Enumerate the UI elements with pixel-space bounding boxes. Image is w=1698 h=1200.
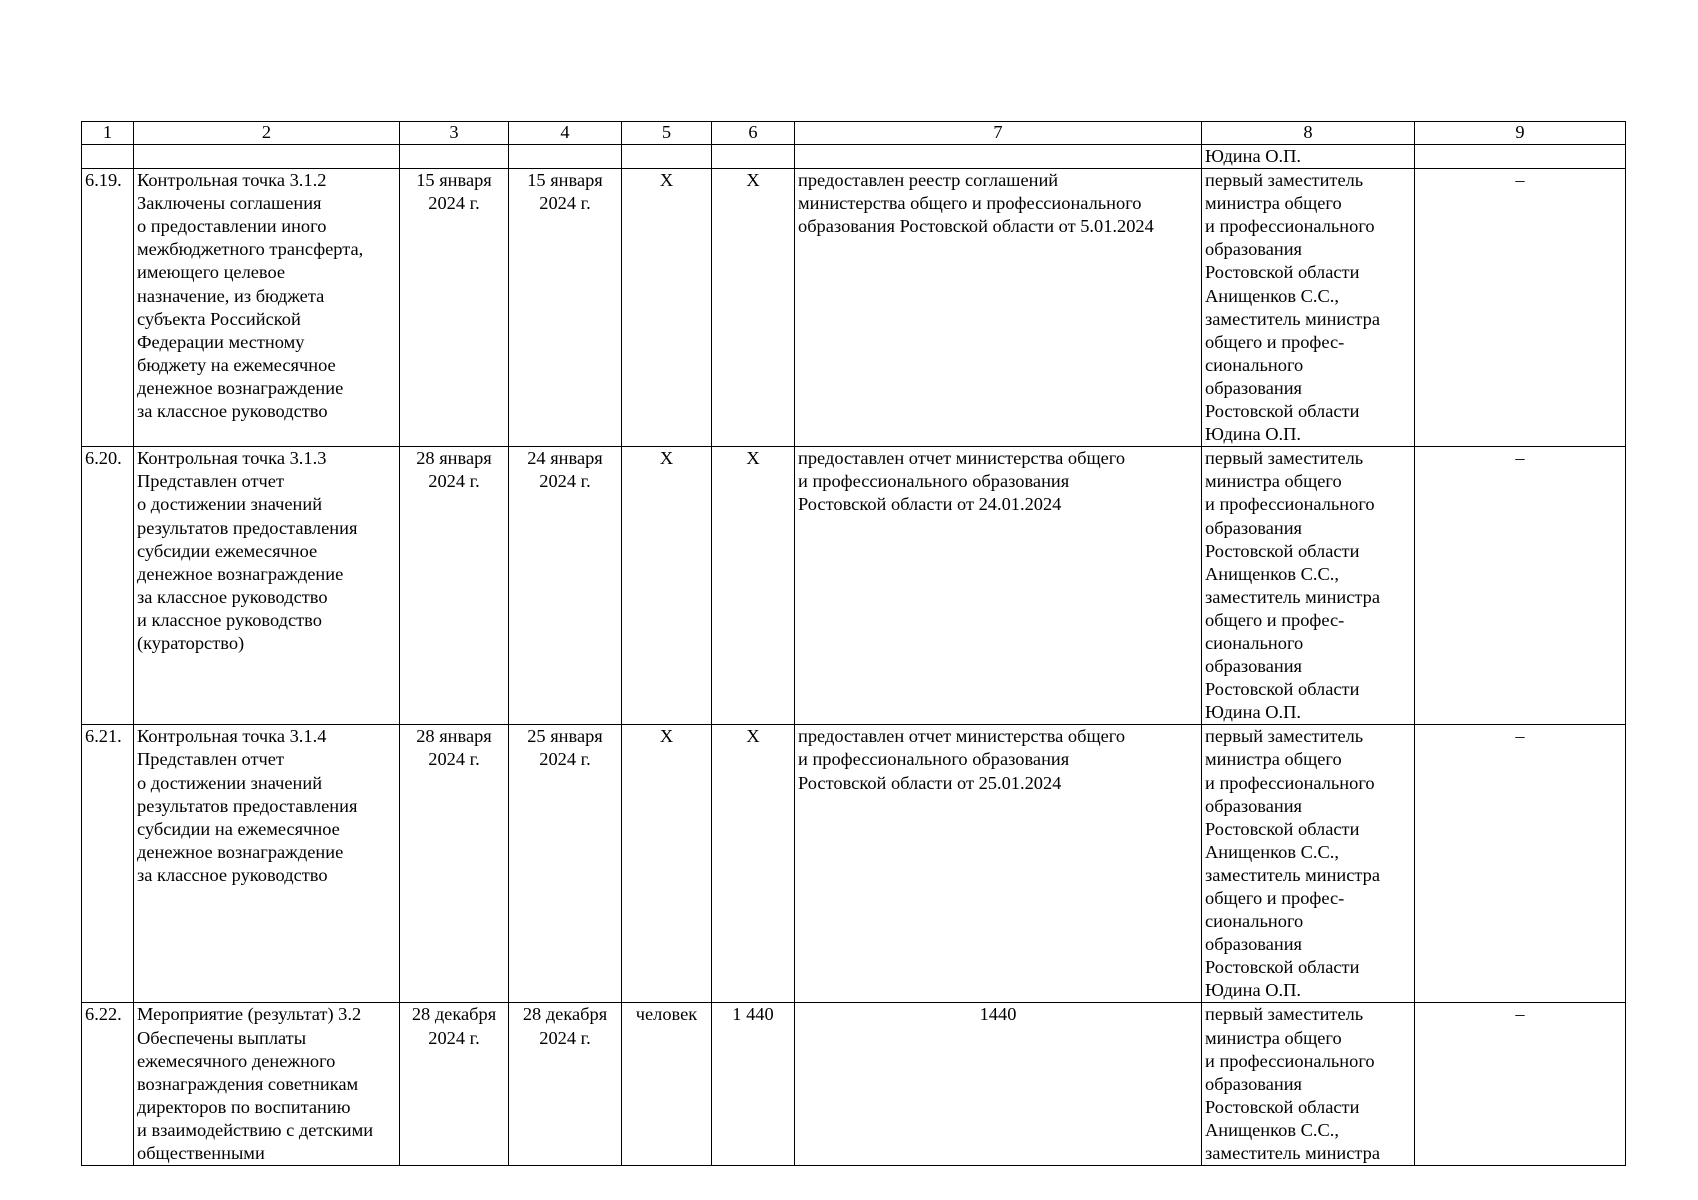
text-line: и профессионального образования <box>798 749 1070 770</box>
header-cell: 4 <box>509 122 622 145</box>
text-line: и профессионального <box>1205 494 1375 515</box>
column-number-row <box>82 122 1626 145</box>
text-line: о достижении значений <box>137 494 323 515</box>
text-line: о достижении значений <box>137 772 323 793</box>
text-line: Представлен отчет <box>137 749 284 770</box>
text-line: первый заместитель <box>1205 1004 1364 1025</box>
text-line: результатов предоставления <box>137 517 358 538</box>
text-line: субсидии на ежемесячное <box>137 818 340 839</box>
text-line: ежемесячного денежного <box>137 1050 336 1071</box>
text-line: министра общего <box>1205 749 1342 770</box>
text-line: Мероприятие (результат) 3.2 <box>137 1004 362 1025</box>
text-line: образования <box>1205 795 1303 816</box>
text-line: общего и профес- <box>1205 331 1345 352</box>
unit-cell: X <box>622 447 712 725</box>
value-cell: X <box>712 725 795 1003</box>
unit-cell: X <box>622 725 712 1003</box>
text-line: 1440 <box>979 1004 1017 1025</box>
text-line: 28 января <box>416 448 492 469</box>
responsible-cell: Юдина О.П. <box>1202 145 1415 169</box>
text-line: и классное руководство <box>137 609 322 630</box>
text-line: заместитель министра <box>1205 586 1381 607</box>
text-line: Ростовской области <box>1205 957 1360 978</box>
text-line: образования <box>1205 656 1303 677</box>
row-number-cell: 6.21. <box>82 725 134 1003</box>
document-page <box>81 121 1626 1166</box>
text-line: образования Ростовской области от 5.01.2024 <box>798 216 1154 237</box>
text-line: Анищенков С.С., <box>1205 563 1339 584</box>
text-line: Ростовской области <box>1205 262 1360 283</box>
item-name-cell <box>134 1003 400 1166</box>
dash-cell: – <box>1415 725 1626 1003</box>
text-line: 28 декабря <box>411 1004 497 1025</box>
text-line: 28 января <box>416 726 492 747</box>
item-name-cell <box>134 725 400 1003</box>
header-cell: 1 <box>82 122 134 145</box>
text-line: и профессионального <box>1205 1050 1375 1071</box>
fact-date-cell <box>509 725 622 1003</box>
table-row <box>82 447 1626 725</box>
control-points-table <box>81 121 1626 1166</box>
text-line: 28 декабря <box>522 1004 608 1025</box>
item-name-cell <box>134 447 400 725</box>
text-line: первый заместитель <box>1205 448 1364 469</box>
text-line: сионального <box>1205 354 1304 375</box>
responsible-cell <box>1202 725 1415 1003</box>
text-line: директоров по воспитанию <box>137 1096 351 1117</box>
text-line: первый заместитель <box>1205 170 1364 191</box>
header-cell: 3 <box>400 122 509 145</box>
text-line: Ростовской области <box>1205 679 1360 700</box>
row-number-cell: 6.22. <box>82 1003 134 1166</box>
value-cell: 1 440 <box>712 1003 795 1166</box>
text-line: Анищенков С.С., <box>1205 1119 1339 1140</box>
text-line: заместитель министра <box>1205 864 1381 885</box>
text-line: 15 января <box>416 170 492 191</box>
text-line: 2024 г. <box>539 193 591 214</box>
header-cell: 2 <box>134 122 400 145</box>
item-name-cell <box>134 169 400 447</box>
text-line: общественными <box>137 1143 265 1164</box>
dash-cell: – <box>1415 447 1626 725</box>
table-cell <box>622 145 712 169</box>
text-line: Контрольная точка 3.1.2 <box>137 170 327 191</box>
text-line: межбюджетного трансферта, <box>137 239 364 260</box>
plan-date-cell <box>400 1003 509 1166</box>
continuation-row <box>82 145 1626 169</box>
text-line: и профессионального <box>1205 216 1375 237</box>
text-line: Контрольная точка 3.1.4 <box>137 726 327 747</box>
responsible-cell <box>1202 447 1415 725</box>
text-line: Ростовской области от 25.01.2024 <box>798 772 1062 793</box>
table-cell <box>1415 145 1626 169</box>
result-cell <box>795 169 1202 447</box>
text-line: 2024 г. <box>428 471 480 492</box>
text-line: предоставлен отчет министерства общего <box>798 726 1126 747</box>
text-line: Анищенков С.С., <box>1205 841 1339 862</box>
text-line: денежное вознаграждение <box>137 563 344 584</box>
text-line: заместитель министра <box>1205 1143 1381 1164</box>
result-cell <box>795 725 1202 1003</box>
text-line: министра общего <box>1205 193 1342 214</box>
header-cell: 5 <box>622 122 712 145</box>
text-line: 2024 г. <box>428 193 480 214</box>
unit-cell: X <box>622 169 712 447</box>
text-line: министра общего <box>1205 471 1342 492</box>
table-row <box>82 725 1626 1003</box>
result-cell <box>795 1003 1202 1166</box>
text-line: образования <box>1205 517 1303 538</box>
text-line: образования <box>1205 239 1303 260</box>
result-cell <box>795 447 1202 725</box>
value-cell: X <box>712 169 795 447</box>
text-line: назначение, из бюджета <box>137 285 325 306</box>
responsible-cell <box>1202 1003 1415 1166</box>
text-line: 2024 г. <box>539 1027 591 1048</box>
text-line: Ростовской области <box>1205 401 1360 422</box>
text-line: Юдина О.П. <box>1205 702 1302 723</box>
text-line: Ростовской области <box>1205 818 1360 839</box>
text-line: вознаграждения советникам <box>137 1073 359 1094</box>
text-line: образования <box>1205 377 1303 398</box>
text-line: Анищенков С.С., <box>1205 285 1339 306</box>
text-line: заместитель министра <box>1205 308 1381 329</box>
table-cell <box>712 145 795 169</box>
text-line: Юдина О.П. <box>1205 980 1302 1001</box>
text-line: денежное вознаграждение <box>137 841 344 862</box>
text-line: 2024 г. <box>428 749 480 770</box>
text-line: Контрольная точка 3.1.3 <box>137 448 327 469</box>
text-line: Обеспечены выплаты <box>137 1027 307 1048</box>
text-line: денежное вознаграждение <box>137 377 344 398</box>
table-cell <box>509 145 622 169</box>
text-line: 2024 г. <box>428 1027 480 1048</box>
text-line: о предоставлении иного <box>137 216 327 237</box>
row-number-cell: 6.20. <box>82 447 134 725</box>
text-line: Ростовской области <box>1205 540 1360 561</box>
text-line: предоставлен отчет министерства общего <box>798 448 1126 469</box>
fact-date-cell <box>509 1003 622 1166</box>
text-line: за классное руководство <box>137 864 328 885</box>
header-cell: 8 <box>1202 122 1415 145</box>
text-line: бюджету на ежемесячное <box>137 354 336 375</box>
text-line: общего и профес- <box>1205 609 1345 630</box>
text-line: субъекта Российской <box>137 308 301 329</box>
table-cell <box>134 145 400 169</box>
text-line: Заключены соглашения <box>137 193 322 214</box>
text-line: и профессионального <box>1205 772 1375 793</box>
unit-cell: человек <box>622 1003 712 1166</box>
table-cell <box>82 145 134 169</box>
text-line: общего и профес- <box>1205 888 1345 908</box>
text-line: (кураторство) <box>137 632 245 653</box>
value-cell: X <box>712 447 795 725</box>
text-line: сионального <box>1205 632 1304 653</box>
text-line: Ростовской области от 24.01.2024 <box>798 494 1062 515</box>
table-cell <box>795 145 1202 169</box>
text-line: предоставлен реестр соглашений <box>798 170 1059 191</box>
text-line: образования <box>1205 1073 1303 1094</box>
dash-cell: – <box>1415 1003 1626 1166</box>
fact-date-cell <box>509 169 622 447</box>
text-line: Представлен отчет <box>137 471 284 492</box>
text-line: министерства общего и профессионального <box>798 193 1142 214</box>
text-line: Ростовской области <box>1205 1096 1360 1117</box>
text-line: министра общего <box>1205 1027 1342 1048</box>
plan-date-cell <box>400 447 509 725</box>
text-line: 2024 г. <box>539 471 591 492</box>
text-line: 15 января <box>527 170 603 191</box>
responsible-cell <box>1202 169 1415 447</box>
plan-date-cell <box>400 169 509 447</box>
table-cell <box>400 145 509 169</box>
text-line: образования <box>1205 934 1303 955</box>
text-line: первый заместитель <box>1205 726 1364 747</box>
header-cell: 7 <box>795 122 1202 145</box>
text-line: сионального <box>1205 911 1304 932</box>
dash-cell: – <box>1415 169 1626 447</box>
text-line: субсидии ежемесячное <box>137 540 318 561</box>
text-line: и профессионального образования <box>798 471 1070 492</box>
text-line: имеющего целевое <box>137 262 286 283</box>
fact-date-cell <box>509 447 622 725</box>
text-line: 2024 г. <box>539 749 591 770</box>
table-row <box>82 1003 1626 1166</box>
text-line: Федерации местному <box>137 331 305 352</box>
header-cell: 9 <box>1415 122 1626 145</box>
plan-date-cell <box>400 725 509 1003</box>
text-line: и взаимодействию с детскими <box>137 1119 374 1140</box>
text-line: за классное руководство <box>137 586 328 607</box>
text-line: 24 января <box>527 448 603 469</box>
header-cell: 6 <box>712 122 795 145</box>
table-row <box>82 169 1626 447</box>
text-line: 25 января <box>527 726 603 747</box>
row-number-cell: 6.19. <box>82 169 134 447</box>
text-line: Юдина О.П. <box>1205 424 1302 445</box>
text-line: за классное руководство <box>137 401 328 422</box>
text-line: результатов предоставления <box>137 795 358 816</box>
